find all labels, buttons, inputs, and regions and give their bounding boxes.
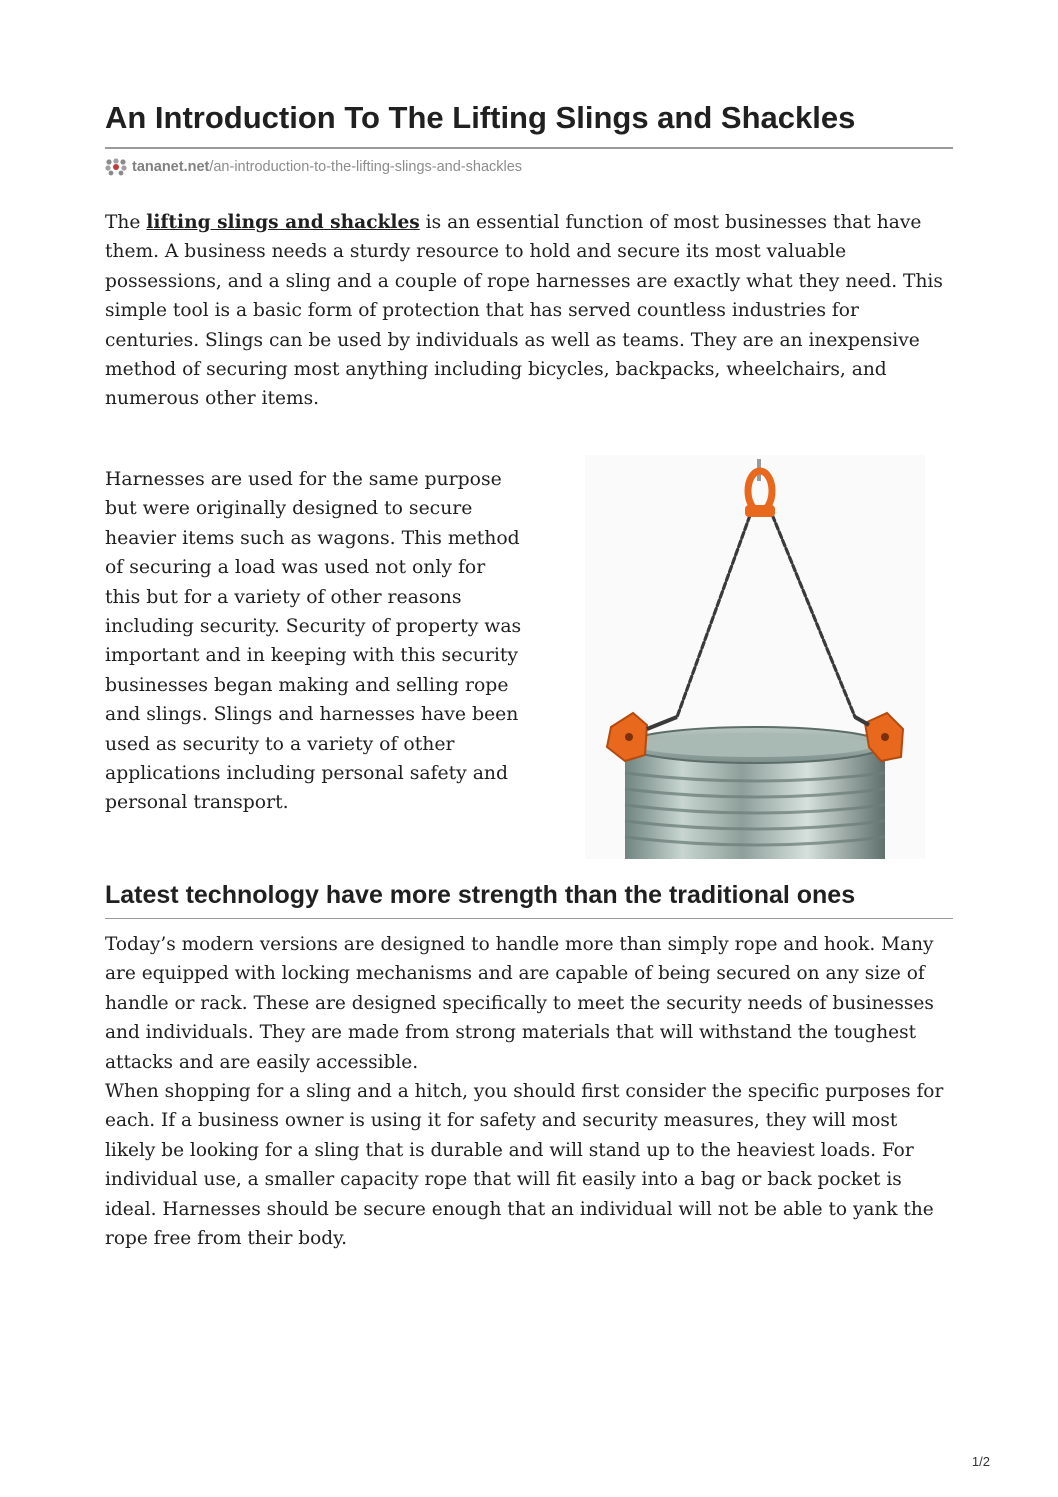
intro-paragraph: [105, 208, 953, 414]
sling-drum-image: [585, 455, 925, 859]
intro-rest: is an essential function of most businesses that have them. A business needs a sturdy resource to hold and secure its most valuable possessions, and a sling and a couple of rope harnesses are exactly what they need. This simple tool is a basic form of protection that has served countless industries for centuries. Slings can be used by individuals as well as teams. They are an inexpensive method of securing most anything including bicycles, backpacks, wheelchairs, and numerous other items.: [105, 212, 943, 410]
section-paragraph-2: When shopping for a sling and a hitch, you should first consider the specific purposes for each. If a business owner is using it for safety and security measures, they will most likely be looking for a sling that is durable and will stand up to the heaviest loads. For individual use, a smaller capacity rope that will fit easily into a bag or back pocket is ideal. Harnesses should be secure enough that an individual will not be able to yank the rope free from their body.: [105, 1081, 944, 1250]
harness-paragraph: Harnesses are used for the same purpose but were originally designed to secure heavier items such as wagons. This method of securing a load was used not only for this but for a variety of other reasons including security. Security of property was important and in keeping with this security businesses began making and selling rope and slings. Slings and harnesses have been used as security to a variety of other applications including personal safety and personal transport.: [105, 469, 522, 814]
page-title: An Introduction To The Lifting Slings and Shackles: [105, 100, 856, 135]
source-path[interactable]: /an-introduction-to-the-lifting-slings-and-shackles: [209, 159, 523, 175]
section-divider: [105, 918, 953, 919]
source-url[interactable]: [105, 157, 522, 177]
lifting-slings-link[interactable]: lifting slings and shackles: [146, 212, 420, 233]
intro-lead: The: [105, 212, 147, 233]
site-logo-icon: [105, 158, 127, 176]
section-paragraph-1: Today’s modern versions are designed to handle more than simply rope and hook. Many are equipped with locking mechanisms and are capable of being secured on any size of handle or rack. These are designed specifically to meet the security needs of businesses and individuals. They are made from strong materials that will withstand the toughest attacks and are easily accessible.: [105, 934, 934, 1073]
page-number: 1/2: [971, 1454, 990, 1469]
section-heading: Latest technology have more strength than the traditional ones: [105, 881, 856, 909]
title-divider: [105, 147, 953, 149]
source-domain[interactable]: tananet.net: [132, 159, 210, 175]
